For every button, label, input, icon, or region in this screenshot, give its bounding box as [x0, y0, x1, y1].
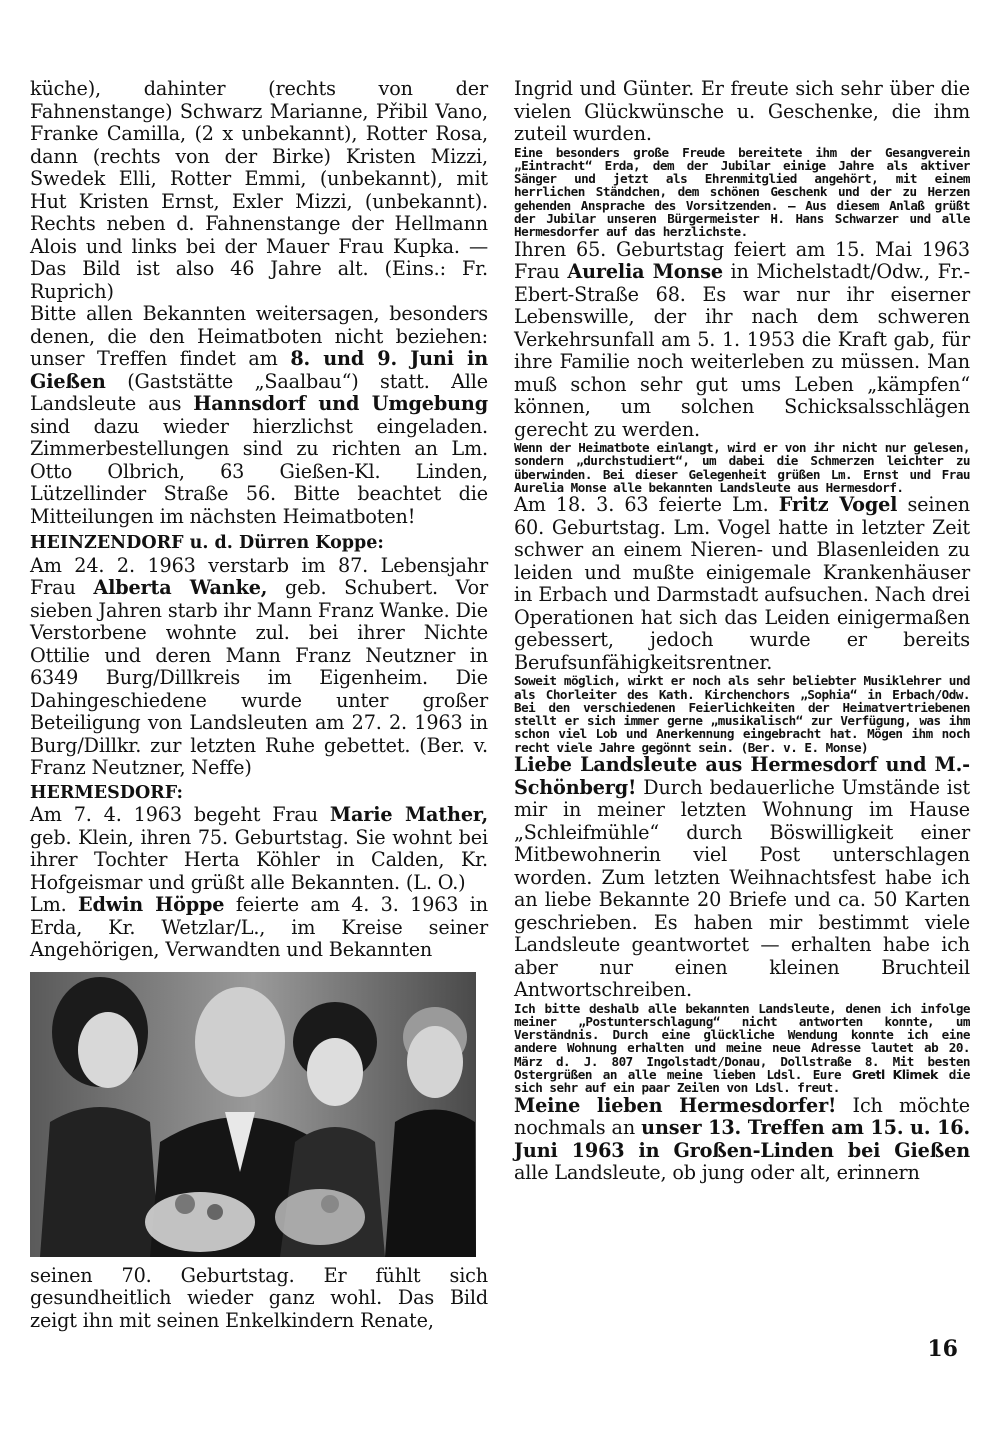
birthday-hoeppe-continued: seinen 70. Geburtstag. Er fühlt sich gesundheitlich wieder ganz wohl. Das Bild zeigt ihn mit seinen Enkelkindern Renate,: [30, 1263, 488, 1332]
meeting-reminder: Meine lieben Hermesdorfer! Ich möchte nochmals an unser 13. Treffen am 15. u. 16. Juni 1963 in Großen-Linden bei Gießen alle Landsleute, ob jung oder alt, erinnern: [514, 1093, 971, 1185]
left-column: [30, 78, 488, 1332]
birthday-monse: Ihren 65. Geburtstag feiert am 15. Mai 1963 Frau Aurelia Monse in Michelstadt/Odw., Fr.-Ebert-Straße 68. Es war nur ihr eiserner Lebenswille, der ihr nach dem schweren Verkehrsunfall am 5. 1. 1953 die Kraft gab, für ihre Familie noch weiterleben zu müssen. Man muß schon sehr gut ums Leben „kämpfen“ können, um solchen Schicksalsschlägen gerecht zu werden.: [514, 237, 970, 441]
page-number: 16: [927, 1336, 958, 1362]
small-print-vogel: Soweit möglich, wirkt er noch als sehr beliebter Musiklehrer und als Chorleiter des Kath. Kirchenchors „Sophia“ in Erbach/Odw. Bei den verschiedenen Feierlichkeiten der Heimatvertriebenen stellt er sich immer gerne „musikalisch“ zur Verfügung, was ihm schon viel Lob und Anerkennung eingebracht hat. Mögen ihm noch recht viele Jahre gegönnt sein. (Ber. v. E. Monse): [514, 673, 970, 755]
photo-caption-continuation: küche), dahinter (rechts von der Fahnenstange) Schwarz Marianne, Přibil Vano, Franke Camilla, (2 x unbekannt), Rotter Rosa, dann (rechts von der Birke) Kristen Mizzi, Swedek Elli, Rotter Emmi, (unbekannt), mit Hut Kristen Ernst, Exler Mizzi, (unbekannt). Rechts neben d. Fahnenstange der Hellmann Alois und links bei der Mauer Frau Kupka. — Das Bild ist also 46 Jahre alt. (Eins.: Fr. Ruprich): [30, 77, 488, 303]
obituary-wanke: Am 24. 2. 1963 verstarb im 87. Lebensjahr Frau Alberta Wanke, geb. Schubert. Vor sieben Jahren starb ihr Mann Franz Wanke. Die Verstorbene wohnte zul. bei ihrer Nichte Ottilie und deren Mann Franz Neutzner in 6349 Burg/Dillkreis im Eigenheim. Die Dahingeschiedene wurde unter großer Beteiligung von Landsleuten am 27. 2. 1963 in Burg/Dillkr. zur letzten Ruhe gebettet. (Ber. v. Franz Neutzner, Neffe): [30, 553, 488, 779]
birthday-hoeppe-end: Ingrid und Günter. Er freute sich sehr über die vielen Glückwünsche u. Geschenke, die ihm zuteil wurden.: [514, 77, 970, 145]
small-print-klimek: Ich bitte deshalb alle bekannten Landsleute, denen ich infolge meiner „Postunterschlagung“ nicht antworten konnte, um Verständnis. Durch eine glückliche Wendung konnte ich eine andere Wohnung erhalten und meine neue Adresse lautet ab 20. März d. J. 807 Ingolstadt/Donau, Dollstraße 8. Mit besten Ostergrüßen an alle meine lieben Ldsl. Eure Gretl Klimek die sich sehr auf ein paar Zeilen von Ldsl. freut.: [514, 1000, 970, 1096]
meeting-announcement: Bitte allen Bekannten weitersagen, besonders denen, die den Heimatboten nicht beziehen: unser Treffen findet am 8. und 9. Juni in Gießen (Gaststätte „Saalbau“) statt. Alle Landsleute aus Hannsdorf und Umgebung sind dazu wieder hierzlichst eingeladen. Zimmerbestellungen sind zu richten an Lm. Otto Olbrich, 63 Gießen-Kl. Linden, Lützellinder Straße 56. Bitte beachtet die Mitteilungen im nächsten Heimatboten!: [30, 302, 488, 528]
birthday-mather: Am 7. 4. 1963 begeht Frau Marie Mather, geb. Klein, ihren 75. Geburtstag. Sie wohnt bei ihrer Tochter Herta Köhler in Calden, Kr. Hofgeismar und grüßt alle Bekannten. (L. O.): [30, 803, 488, 894]
section-heading-hermesdorf: HERMESDORF:: [30, 782, 183, 803]
section-heading-heinzendorf: HEINZENDORF u. d. Dürren Koppe:: [30, 533, 384, 553]
family-photo: [30, 972, 476, 1257]
birthday-hoeppe: Lm. Edwin Höppe feierte am 4. 3. 1963 in Erda, Kr. Wetzlar/L., im Kreise seiner Angehörigen, Verwandten und Bekannten: [30, 893, 488, 961]
small-print-monse: Wenn der Heimatbote einlangt, wird er von ihr nicht nur gelesen, sondern „durchstudiert“, um dabei die Schmerzen leichter zu überwinden. Bei dieser Gelegenheit grüßen Lm. Ernst und Frau Aurelia Monse alle bekannten Landsleute aus Hermesdorf.: [514, 440, 970, 495]
small-print-gesangverein: Eine besonders große Freude bereitete ihm der Gesangverein „Eintracht“ Erda, dem der Jubilar einige Jahre als aktiver Sänger und jetzt als Ehrenmitglied angehört, mit einem herrlichen Ständchen, dem schönen Geschenk und der zu Herzen gehenden Ansprache des Vorsitzenden. — Aus diesem Anlaß grüßt der Jubilar unseren Bürgermeister H. Hans Schwarzer und alle Hermesdorfer auf das herzlichste.: [514, 144, 970, 240]
letter-klimek: Liebe Landsleute aus Hermesdorf und M.-Schönberg! Durch bedauerliche Umstände ist mir in meiner letzten Wohnung im Hause „Schleifmühle“ durch Böswilligkeit einer Mitbewohnerin viel Post unterschlagen worden. Zum letzten Weihnachtsfest habe ich an liebe Bekannte 20 Briefe und ca. 50 Karten geschrieben. Es haben mir bestimmt viele Landsleute geantwortet — erhalten habe ich aber nur einen kleinen Bruchteil Antwortschreiben.: [514, 753, 970, 1002]
birthday-vogel: Am 18. 3. 63 feierte Lm. Fritz Vogel seinen 60. Geburtstag. Lm. Vogel hatte in letzter Zeit schwer an einem Nieren- und Blasenleiden zu leiden und mußte einigemale Krankenhäuser in Erbach und Darmstadt aufsuchen. Nach drei Operationen hat sich das Leiden einigermaßen gebessert, jedoch wurde er bereits Berufsunfähigkeitsrentner.: [514, 493, 970, 674]
right-column: [514, 78, 970, 1185]
